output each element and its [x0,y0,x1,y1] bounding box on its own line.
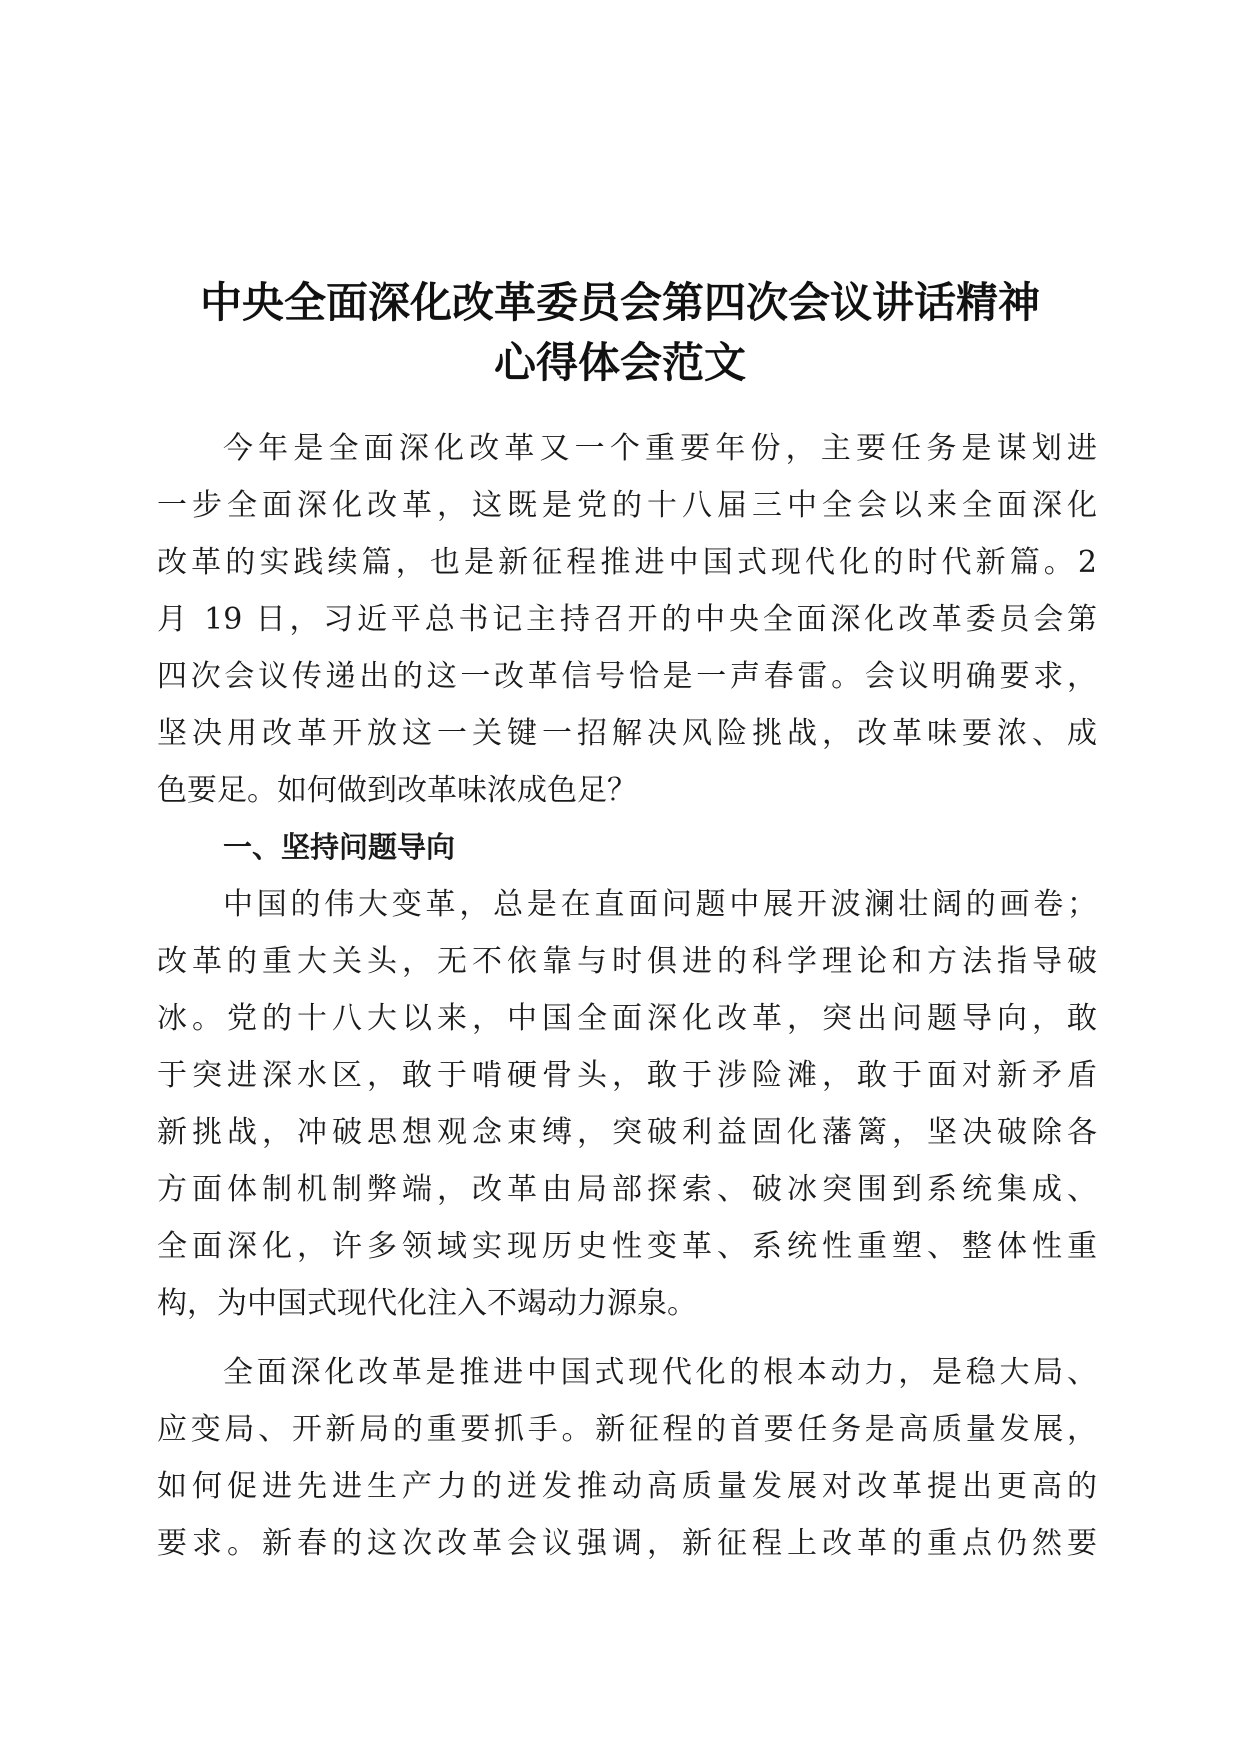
document-body [157,420,1097,1572]
text-line: 构，为中国式现代化注入不竭动力源泉。 [157,1286,697,1321]
text-line: 今年是全面深化改革又一个重要年份，主要任务是谋划进 [223,431,1097,466]
paragraph-3 [157,1344,1097,1572]
title-line-1: 中央全面深化改革委员会第四次会议讲话精神 [199,278,1040,327]
paragraph-1 [157,420,1097,819]
text-line: 四次会议传递出的这一改革信号恰是一声春雷。会议明确要求， [157,659,1097,694]
text-line: 坚决用改革开放这一关键一招解决风险挑战，改革味要浓、成 [157,716,1097,751]
text-line: 月 19 日，习近平总书记主持召开的中央全面深化改革委员会第 [157,602,1097,637]
text-line: 全面深化，许多领域实现历史性变革、系统性重塑、整体性重 [157,1229,1097,1264]
text-line: 改革的重大关头，无不依靠与时俱进的科学理论和方法指导破 [157,944,1097,979]
text-line: 新挑战，冲破思想观念束缚，突破利益固化藩篱，坚决破除各 [157,1115,1097,1150]
text-line: 改革的实践续篇，也是新征程推进中国式现代化的时代新篇。2 [157,545,1097,580]
section-heading-1: 一、坚持问题导向 [223,830,456,864]
text-line: 要求。新春的这次改革会议强调，新征程上改革的重点仍然要 [157,1526,1097,1561]
paragraph-gap [157,1332,1097,1344]
text-line: 冰。党的十八大以来，中国全面深化改革，突出问题导向，敢 [157,1001,1097,1036]
document-title [150,273,1090,393]
text-line: 色要足。如何做到改革味浓成色足？ [157,773,637,808]
text-line: 全面深化改革是推进中国式现代化的根本动力，是稳大局、 [223,1355,1097,1390]
text-line: 于突进深水区，敢于啃硬骨头，敢于涉险滩，敢于面对新矛盾 [157,1058,1097,1093]
text-line: 中国的伟大变革，总是在直面问题中展开波澜壮阔的画卷； [223,887,1097,922]
text-line: 方面体制机制弊端，改革由局部探索、破冰突围到系统集成、 [157,1172,1097,1207]
title-line-2: 心得体会范文 [493,338,746,387]
text-line: 如何促进先进生产力的迸发推动高质量发展对改革提出更高的 [157,1469,1097,1504]
paragraph-2 [157,876,1097,1332]
text-line: 应变局、开新局的重要抓手。新征程的首要任务是高质量发展， [157,1412,1097,1447]
text-line: 一步全面深化改革，这既是党的十八届三中全会以来全面深化 [157,488,1097,523]
